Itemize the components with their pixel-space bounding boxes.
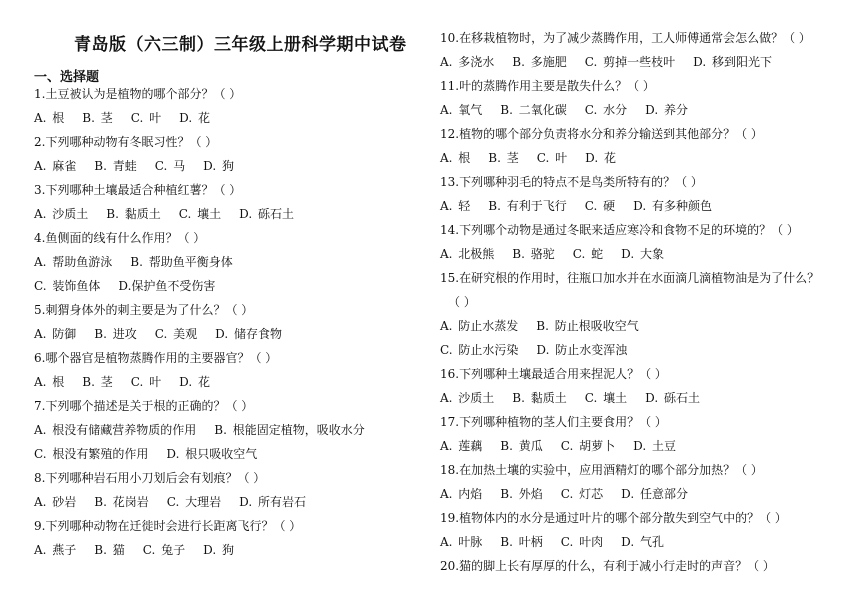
answer-option[interactable]: B. 青蛙 — [94, 159, 137, 173]
question-text: 19.植物体内的水分是通过叶片的哪个部分散失到空气中的？（ ） — [440, 511, 787, 525]
answer-option[interactable]: C. 叶 — [130, 111, 162, 125]
question-text: 18.在加热土壤的实验中，应用酒精灯的哪个部分加热？（ ） — [440, 463, 763, 477]
answer-option[interactable]: B. 黏质土 — [106, 207, 161, 221]
answer-option[interactable]: B. 花岗岩 — [94, 495, 149, 509]
question-text: 7.下列哪个描述是关于根的正确的？（ ） — [34, 399, 254, 413]
question-text: 6.哪个器官是植物蒸腾作用的主要器官？（ ） — [34, 351, 278, 365]
answer-option[interactable]: A. 根没有储藏营养物质的作用 — [34, 423, 197, 437]
answer-option[interactable]: A. 根 — [440, 151, 471, 165]
answer-option[interactable]: D. 根只吸收空气 — [166, 447, 258, 461]
question-text: 1.土豆被认为是植物的哪个部分？（ ） — [34, 87, 242, 101]
question-text: 13.下列哪种羽毛的特点不是鸟类所特有的？（ ） — [440, 175, 703, 189]
answer-options — [34, 494, 324, 510]
answer-option[interactable]: B. 防止根吸收空气 — [536, 319, 639, 333]
answer-option[interactable]: D. 移到阳光下 — [693, 55, 772, 69]
answer-option[interactable]: D. 气孔 — [621, 535, 664, 549]
answer-option[interactable]: C. 壤土 — [178, 207, 222, 221]
answer-option[interactable]: D. 狗 — [203, 543, 234, 557]
answer-option[interactable]: C. 蛇 — [572, 247, 604, 261]
answer-option[interactable]: A. 多浇水 — [440, 55, 495, 69]
question-text: 15.在研究根的作用时，往瓶口加水并在水面滴几滴植物油是为了什么？ — [440, 271, 820, 285]
question-text: 12.植物的哪个部分负责将水分和养分输送到其他部分？（ ） — [440, 127, 763, 141]
answer-options — [440, 342, 645, 358]
answer-options — [34, 326, 300, 342]
answer-option[interactable]: D. 大象 — [621, 247, 664, 261]
question-text: 8.下列哪种岩石用小刀划后会有划痕？（ ） — [34, 471, 266, 485]
answer-option[interactable]: B. 进攻 — [94, 327, 137, 341]
answer-option[interactable]: C. 叶肉 — [560, 535, 604, 549]
answer-options — [34, 254, 251, 270]
answer-option[interactable]: B. 骆驼 — [512, 247, 555, 261]
answer-option[interactable]: B. 二氧化碳 — [500, 103, 567, 117]
answer-option[interactable]: C. 灯芯 — [560, 487, 604, 501]
answer-option[interactable]: A. 根 — [34, 111, 65, 125]
question-text-continued: （ ） — [448, 295, 476, 309]
answer-options — [34, 278, 233, 294]
answer-option[interactable]: A. 帮助鱼游泳 — [34, 255, 113, 269]
question-text: 10.在移栽植物时，为了减少蒸腾作用，工人师傅通常会怎么做？（ ） — [440, 31, 811, 45]
answer-option[interactable]: D. 砾石土 — [239, 207, 294, 221]
answer-option[interactable]: C. 叶 — [130, 375, 162, 389]
answer-option[interactable]: C. 防止水污染 — [440, 343, 519, 357]
answer-option[interactable]: B. 根能固定植物，吸收水分 — [214, 423, 365, 437]
answer-options — [440, 102, 706, 118]
answer-options — [34, 206, 312, 222]
answer-option[interactable]: D. 任意部分 — [621, 487, 688, 501]
answer-options — [440, 54, 790, 70]
question-text: 20.猫的脚上长有厚厚的什么，有利于减小行走时的声音？（ ） — [440, 559, 775, 573]
answer-option[interactable]: A. 北极熊 — [440, 247, 495, 261]
answer-options — [440, 198, 730, 214]
answer-option[interactable]: D. 所有岩石 — [239, 495, 306, 509]
answer-option[interactable]: C. 剪掉一些枝叶 — [584, 55, 676, 69]
answer-option[interactable]: C. 根没有繁殖的作用 — [34, 447, 149, 461]
answer-options — [34, 110, 228, 126]
answer-option[interactable]: D. 养分 — [645, 103, 688, 117]
answer-option[interactable]: D. 花 — [179, 375, 210, 389]
answer-option[interactable]: A. 沙质土 — [440, 391, 495, 405]
answer-options — [440, 438, 694, 454]
answer-options — [440, 318, 657, 334]
answer-option[interactable]: D. 砾石土 — [645, 391, 700, 405]
answer-option[interactable]: B. 叶柄 — [500, 535, 543, 549]
answer-option[interactable]: C. 美观 — [154, 327, 198, 341]
answer-option[interactable]: B. 黏质土 — [512, 391, 567, 405]
answer-option[interactable]: A. 砂岩 — [34, 495, 77, 509]
question-text: 3.下列哪种土壤最适合种植红薯？（ ） — [34, 183, 242, 197]
answer-option[interactable]: A. 叶脉 — [440, 535, 483, 549]
answer-option[interactable]: B. 茎 — [488, 151, 519, 165]
exam-title: 青岛版（六三制）三年级上册科学期中试卷 — [74, 35, 407, 55]
answer-option[interactable]: C. 装饰鱼体 — [34, 279, 101, 293]
answer-option[interactable]: B. 外焰 — [500, 487, 543, 501]
answer-option[interactable]: D. 花 — [179, 111, 210, 125]
answer-option[interactable]: B. 有利于飞行 — [488, 199, 567, 213]
answer-options — [440, 246, 682, 262]
answer-option[interactable]: C. 马 — [154, 159, 186, 173]
question-text: 2.下列哪种动物有冬眠习性？（ ） — [34, 135, 218, 149]
answer-option[interactable]: A. 内焰 — [440, 487, 483, 501]
answer-option[interactable]: A. 燕子 — [34, 543, 77, 557]
answer-option[interactable]: B. 茎 — [82, 111, 113, 125]
question-text: 14.下列哪个动物是通过冬眠来适应寒冷和食物不足的环境的？（ ） — [440, 223, 799, 237]
answer-option[interactable]: C. 大理岩 — [166, 495, 222, 509]
answer-option[interactable]: A. 根 — [34, 375, 65, 389]
answer-option[interactable]: B. 黄瓜 — [500, 439, 543, 453]
answer-option[interactable]: B. 多施肥 — [512, 55, 567, 69]
answer-option[interactable]: D. 储存食物 — [215, 327, 282, 341]
answer-option[interactable]: C. 硬 — [584, 199, 616, 213]
answer-option[interactable]: A. 轻 — [440, 199, 471, 213]
answer-option[interactable]: C. 水分 — [584, 103, 628, 117]
question-text: 17.下列哪种植物的茎人们主要食用？（ ） — [440, 415, 667, 429]
answer-option[interactable]: B. 帮助鱼平衡身体 — [130, 255, 233, 269]
question-text: 5.刺猬身体外的刺主要是为了什么？（ ） — [34, 303, 254, 317]
answer-option[interactable]: D. 防止水变浑浊 — [536, 343, 628, 357]
answer-option[interactable]: A. 沙质土 — [34, 207, 89, 221]
answer-options — [34, 422, 383, 438]
question-text: 9.下列哪种动物在迁徙时会进行长距离飞行？（ ） — [34, 519, 302, 533]
question-text: 11.叶的蒸腾作用主要是散失什么？（ ） — [440, 79, 655, 93]
answer-options — [440, 390, 718, 406]
answer-option[interactable]: C. 叶 — [536, 151, 568, 165]
section-heading: 一、选择题 — [34, 70, 100, 85]
answer-options — [440, 534, 682, 550]
answer-options — [34, 158, 252, 174]
question-text: 16.下列哪种土壤最适合用来捏泥人？（ ） — [440, 367, 667, 381]
answer-option[interactable]: D. 花 — [585, 151, 616, 165]
answer-options — [440, 486, 706, 502]
answer-options — [34, 446, 275, 462]
answer-option[interactable]: C. 壤土 — [584, 391, 628, 405]
answer-option[interactable]: D.保护鱼不受伤害 — [118, 279, 216, 293]
answer-option[interactable]: D. 土豆 — [633, 439, 676, 453]
question-text: 4.鱼侧面的线有什么作用？（ ） — [34, 231, 206, 245]
answer-option[interactable]: A. 防止水蒸发 — [440, 319, 519, 333]
answer-option[interactable]: D. 狗 — [203, 159, 234, 173]
answer-option[interactable]: C. 胡萝卜 — [560, 439, 616, 453]
answer-option[interactable]: A. 麻雀 — [34, 159, 77, 173]
answer-options — [34, 374, 228, 390]
answer-options — [440, 150, 634, 166]
answer-option[interactable]: A. 防御 — [34, 327, 77, 341]
answer-option[interactable]: D. 有多种颜色 — [633, 199, 712, 213]
answer-option[interactable]: A. 莲藕 — [440, 439, 483, 453]
answer-options — [34, 542, 252, 558]
answer-option[interactable]: B. 猫 — [94, 543, 125, 557]
answer-option[interactable]: A. 氧气 — [440, 103, 483, 117]
answer-option[interactable]: B. 茎 — [82, 375, 113, 389]
answer-option[interactable]: C. 兔子 — [142, 543, 186, 557]
